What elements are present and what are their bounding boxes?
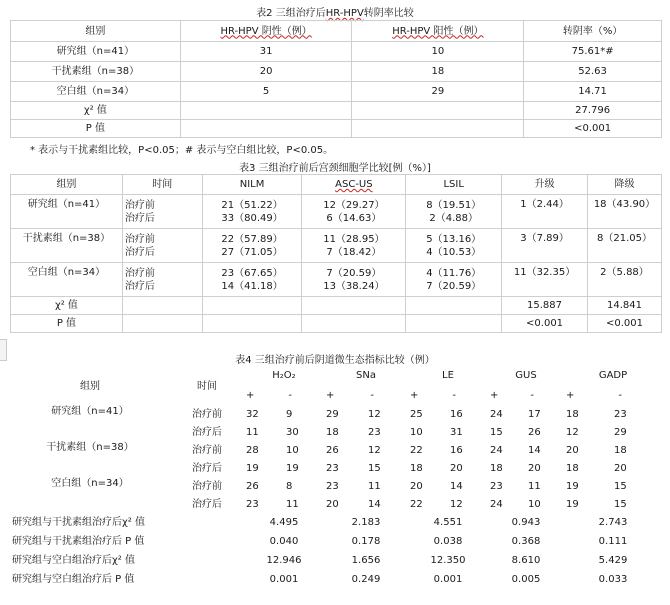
t4-header-gus: GUS + - (488, 367, 564, 405)
t3-lsil: 4（11.76） 7（20.59） (406, 263, 502, 297)
t4-header-h2o2: H₂O₂ + - (244, 367, 324, 405)
t4-time: 治疗前 (192, 480, 222, 492)
table-row: 研究组与干扰素组治疗后 P 值 0.040 0.178 0.038 0.368 0.111 (10, 532, 662, 551)
t3-up: 1（2.44） (502, 195, 588, 229)
t3-group: 空白组（n=34） (11, 263, 123, 297)
t2-header-negative: HR-HPV 阴性（例） (180, 21, 352, 42)
t2-rate: 75.61*# (524, 42, 662, 62)
table-row (11, 102, 662, 120)
table2-caption: 表2 三组治疗后HR-HPV转阴率比较 (256, 8, 414, 19)
footnote: * 表示与干扰素组比较，P<0.05；# 表示与空白组比较，P<0.05。 (30, 145, 334, 156)
t3-down: 18（43.90） (587, 195, 661, 229)
t3-header-nilm: NILM (202, 175, 302, 195)
t3-p-label: P 值 (11, 315, 123, 333)
t3-time: 治疗前 治疗后 (122, 195, 202, 229)
t2-group: 研究组（n=41） (11, 42, 181, 62)
table-row (11, 120, 662, 138)
table-row: 研究组与干扰素组治疗后χ² 值 4.495 2.183 4.551 0.943 2.743 (10, 513, 662, 532)
t3-ascus: 12（29.27） 6（14.63） (302, 195, 406, 229)
t4-stat-label: 研究组与空白组治疗后χ² 值 (12, 555, 135, 566)
table-row (11, 263, 662, 297)
t2-rate: 14.71 (524, 82, 662, 102)
t4-time: 治疗后 (192, 426, 222, 438)
t2-neg: 20 (180, 62, 352, 82)
table3 (10, 174, 662, 333)
t3-up: 3（7.89） (502, 229, 588, 263)
t4-stat-label: 研究组与空白组治疗后 P 值 (12, 574, 135, 585)
t3-header-upgrade: 升级 (502, 175, 588, 195)
t4-time: 治疗前 (192, 408, 222, 420)
t4-signs: + - (566, 390, 622, 401)
table-row: 研究组与空白组治疗后χ² 值 12.946 1.656 12.350 8.610 5.429 (10, 551, 662, 570)
table-row (11, 42, 662, 62)
t4-signs: + - (490, 390, 534, 401)
t2-chi-label: χ² 值 (11, 102, 181, 120)
t3-up: 11（32.35） (502, 263, 588, 297)
t3-chi-down: 14.841 (587, 297, 661, 315)
t2-neg: 5 (180, 82, 352, 102)
t3-chi-label: χ² 值 (11, 297, 123, 315)
t3-time: 治疗前 治疗后 (122, 263, 202, 297)
t2-p-value: <0.001 (524, 120, 662, 138)
t3-time: 治疗前 治疗后 (122, 229, 202, 263)
table-row (11, 195, 662, 229)
table3-caption: 表3 三组治疗前后宫颈细胞学比较[例（%）] (239, 163, 431, 174)
table-row: 治疗后 23 11 20 14 22 12 24 10 19 15 (10, 495, 662, 513)
t3-chi-up: 15.887 (502, 297, 588, 315)
t4-header-time: 时间 (197, 380, 217, 392)
table-row: 研究组与空白组治疗后 P 值 0.001 0.249 0.001 0.005 0.033 (10, 570, 662, 589)
t3-ascus: 7（20.59） 13（38.24） (302, 263, 406, 297)
t4-stat-label: 研究组与干扰素组治疗后χ² 值 (12, 517, 145, 528)
t3-lsil: 8（19.51） 2（4.88） (406, 195, 502, 229)
t3-ascus: 11（28.95） 7（18.42） (302, 229, 406, 263)
t3-lsil: 5（13.16） 4（10.53） (406, 229, 502, 263)
table4 (10, 367, 662, 589)
table-row: 治疗后 11 30 18 23 10 31 15 26 12 29 (10, 423, 662, 441)
t2-header-group: 组别 (11, 21, 181, 42)
t4-header-le: LE + - (408, 367, 488, 405)
t3-nilm: 23（67.65） 14（41.18） (202, 263, 302, 297)
t2-chi-value: 27.796 (524, 102, 662, 120)
t2-pos: 29 (352, 82, 524, 102)
table-row (11, 315, 662, 333)
table-row: 研究组（n=41） 治疗前 32 9 29 12 25 16 24 17 18 23 (10, 405, 662, 423)
t2-header-rate: 转阴率（%） (524, 21, 662, 42)
t2-p-label: P 值 (11, 120, 181, 138)
t3-header-lsil: LSIL (406, 175, 502, 195)
t2-pos: 10 (352, 42, 524, 62)
table2 (10, 20, 662, 138)
t3-nilm: 21（51.22） 33（80.49） (202, 195, 302, 229)
table-row: 治疗后 19 19 23 15 18 20 18 20 18 20 (10, 459, 662, 477)
t4-time: 治疗后 (192, 462, 222, 474)
t4-time: 治疗前 (192, 444, 222, 456)
t4-time: 治疗后 (192, 498, 222, 510)
t4-signs: + - (410, 390, 456, 401)
table-row (11, 297, 662, 315)
t3-header-group: 组别 (11, 175, 123, 195)
t3-group: 研究组（n=41） (11, 195, 123, 229)
table-row (11, 62, 662, 82)
t4-group: 研究组（n=41） (51, 406, 129, 417)
t4-header-gadp: GADP + - (564, 367, 662, 405)
t3-down: 2（5.88） (587, 263, 661, 297)
t3-p-down: <0.001 (587, 315, 661, 333)
table-row: 干扰素组（n=38） 治疗前 28 10 26 12 22 16 24 14 20 18 (10, 441, 662, 459)
t2-header-positive: HR-HPV 阳性（例） (352, 21, 524, 42)
t4-group: 空白组（n=34） (51, 478, 129, 489)
t2-pos: 18 (352, 62, 524, 82)
t4-header-sna: SNa + - (324, 367, 408, 405)
t4-header-group: 组别 (80, 380, 100, 392)
t4-signs: + - (246, 390, 292, 401)
t4-stat-label: 研究组与干扰素组治疗后 P 值 (12, 536, 145, 547)
t2-rate: 52.63 (524, 62, 662, 82)
table-row (11, 229, 662, 263)
table-row: 空白组（n=34） 治疗前 26 8 23 11 20 14 23 11 19 15 (10, 477, 662, 495)
table4-caption: 表4 三组治疗前后阴道微生态指标比较（例） (235, 355, 435, 366)
table2-caption-hpv: HR-HPV (325, 8, 364, 19)
t4-signs: + - (326, 390, 374, 401)
t2-group: 干扰素组（n=38） (11, 62, 181, 82)
t4-group: 干扰素组（n=38） (46, 442, 134, 453)
t3-group: 干扰素组（n=38） (11, 229, 123, 263)
t3-p-up: <0.001 (502, 315, 588, 333)
t3-header-downgrade: 降级 (587, 175, 661, 195)
t3-down: 8（21.05） (587, 229, 661, 263)
t3-header-time: 时间 (122, 175, 202, 195)
t3-header-ascus: ASC-US (302, 175, 406, 195)
table-row (11, 82, 662, 102)
t2-neg: 31 (180, 42, 352, 62)
t2-group: 空白组（n=34） (11, 82, 181, 102)
t3-nilm: 22（57.89） 27（71.05） (202, 229, 302, 263)
